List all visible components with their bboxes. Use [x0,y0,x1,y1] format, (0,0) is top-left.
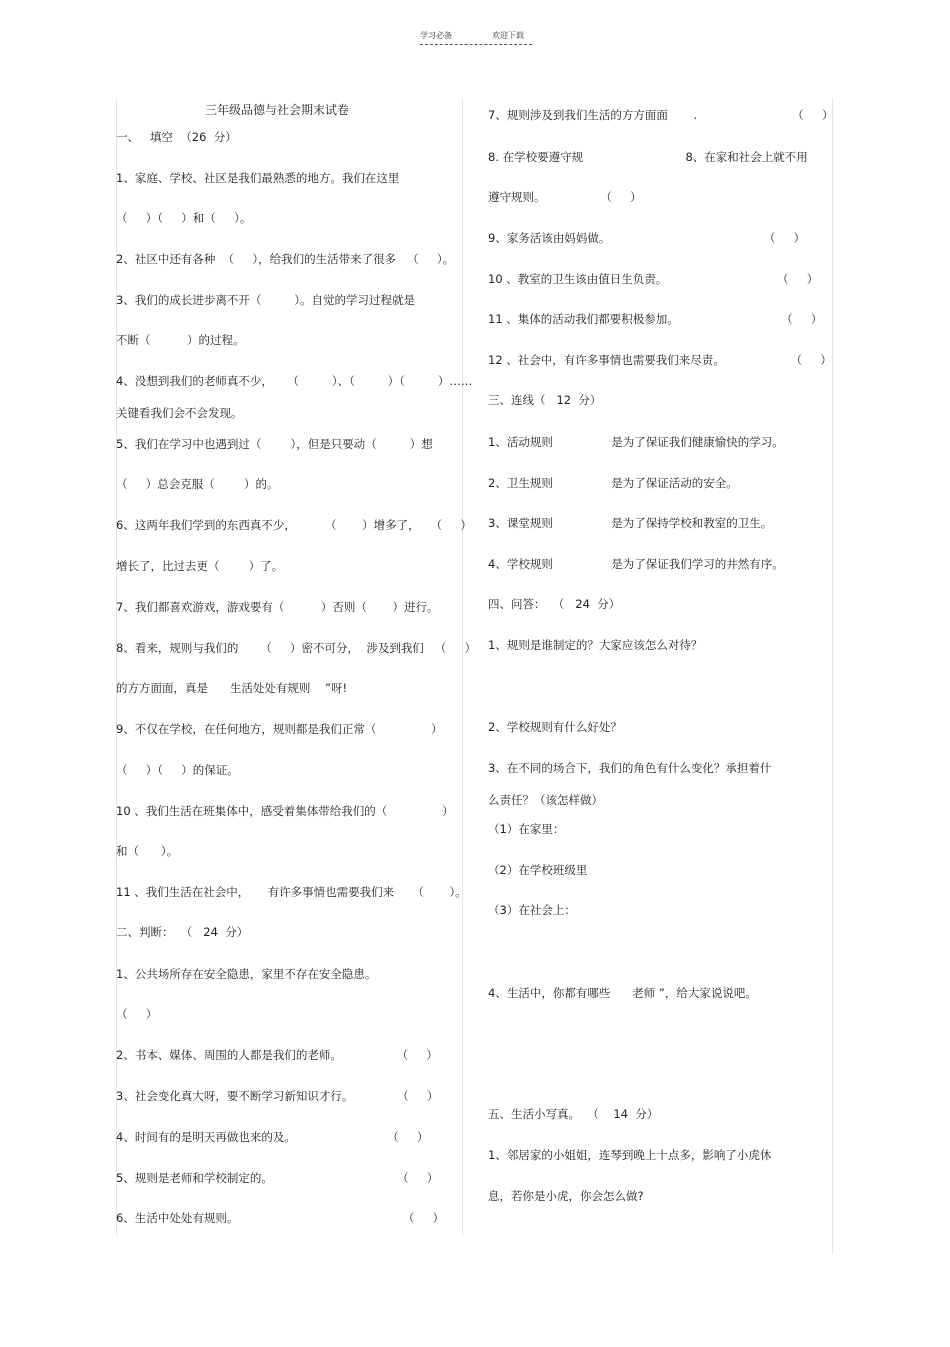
header-right-text: 欢迎下载 [492,31,524,40]
right-line: 1、规则是谁制定的？大家应该怎么对待？ [488,638,703,652]
right-line: 3、课堂规则 是为了保持学校和教室的卫生。 [488,516,773,530]
left-line: 不断（ ）的过程。 [116,333,245,347]
right-line: （2）在学校班级里 [488,863,588,877]
header-dashed-rule [420,44,532,45]
left-line: 4、没想到我们的老师真不少， （ ）、（ ）（ ）…… [116,374,473,388]
left-line: 3、社会变化真大呀，要不断学习新知识才行。 （ ） [116,1089,439,1103]
left-line: 关键看我们会不会发现。 [116,406,243,420]
left-line: 7、我们都喜欢游戏，游戏要有（ ）否则（ ）进行。 [116,600,439,614]
right-line: 2、学校规则有什么好处？ [488,720,622,734]
exam-title: 三年级品德与社会期末试卷 [205,103,350,117]
column-divider [462,98,463,1236]
header-left-text: 学习必备 [420,31,452,40]
left-line: 增长了，比过去更（ ）了。 [116,559,284,573]
right-line: 息，若你是小虎，你会怎么做? [488,1189,644,1203]
right-line: 2、卫生规则 是为了保证活动的安全。 [488,476,738,490]
left-line: 1、公共场所存在安全隐患，家里不存在安全隐患。 [116,967,377,981]
section-5-heading: 五、生活小写真。 （ 14 分） [488,1107,659,1121]
section-1-heading: 一、 填空 （26 分） [116,130,237,144]
right-line: 7、规则涉及到我们生活的方方面面 . （ ） [488,108,834,122]
left-line: 3、我们的成长进步离不开（ ）。自觉的学习过程就是 [116,293,415,307]
right-line: 10 、教室的卫生该由值日生负责。 （ ） [488,272,819,286]
right-line: 12 、社会中，有许多事情也需要我们来尽责。 （ ） [488,353,832,367]
section-2-heading: 二、判断： （ 24 分） [116,925,249,939]
left-line: （ ） [116,1007,158,1021]
page-header [420,30,532,50]
left-line: 6、这两年我们学到的东西真不少， （ ）增多了， （ ） [116,518,472,532]
right-line: 11 、集体的活动我们都要积极参加。 （ ） [488,312,823,326]
right-line: 3、在不同的场合下，我们的角色有什么变化？承担着什 [488,761,772,775]
left-line: 4、时间有的是明天再做也来的及。 （ ） [116,1130,429,1144]
left-line: 6、生活中处处有规则。 （ ） [116,1211,445,1225]
right-line: 4、学校规则 是为了保证我们学习的井然有序。 [488,557,784,571]
right-line: 遵守规则。 （ ） [488,190,642,204]
left-line: 2、社区中还有各种 （ ），给我们的生活带来了很多 （ ）。 [116,252,455,266]
left-line: 11 、我们生活在社会中， 有许多事情也需要我们来 （ ）。 [116,885,467,899]
left-line: 1、家庭、学校、社区是我们最熟悉的地方。我们在这里 [116,171,400,185]
right-line: （3）在社会上： [488,903,576,917]
section-4-heading: 四、问答： （ 24 分） [488,597,621,611]
left-line: 8、看来，规则与我们的 （ ）密不可分， 涉及到我们 （ ） [116,641,477,655]
right-line: 1、邻居家的小姐姐，连琴到晚上十点多，影响了小虎休 [488,1148,772,1162]
right-line: （1）在家里： [488,822,565,836]
left-line: （ ）总会克服（ ）的。 [116,477,279,491]
left-line: 5、我们在学习中也遇到过（ ），但是只要动（ ）想 [116,437,433,451]
left-line: 和（ ）。 [116,844,179,858]
left-line: （ ）（ ）和（ ）。 [116,211,252,225]
left-line: 的方方面面，真是 生活处处有规则 ”呀! [116,681,348,695]
right-line: 1、活动规则 是为了保证我们健康愉快的学习。 [488,435,784,449]
section-3-heading: 三、连线（ 12 分） [488,393,602,407]
right-line: 8. 在学校要遵守规 8、在家和社会上就不用 [488,150,808,164]
right-line: 么责任？（该怎样做） [488,793,603,807]
right-line: 4、生活中，你都有哪些 老师 ”，给大家说说吧。 [488,986,757,1000]
left-line: 2、书本、媒体、周围的人都是我们的老师。 （ ） [116,1048,438,1062]
left-line: 5、规则是老师和学校制定的。 （ ） [116,1171,439,1185]
right-line: 9、家务活该由妈妈做。 （ ） [488,231,806,245]
left-line: （ ）（ ）的保证。 [116,763,239,777]
right-column-border [832,98,833,1254]
left-line: 9、不仅在学校，在任何地方，规则都是我们正常（ ） [116,722,443,736]
left-column-border [116,98,117,1236]
left-line: 10 、我们生活在班集体中，感受着集体带给我们的（ ） [116,804,454,818]
